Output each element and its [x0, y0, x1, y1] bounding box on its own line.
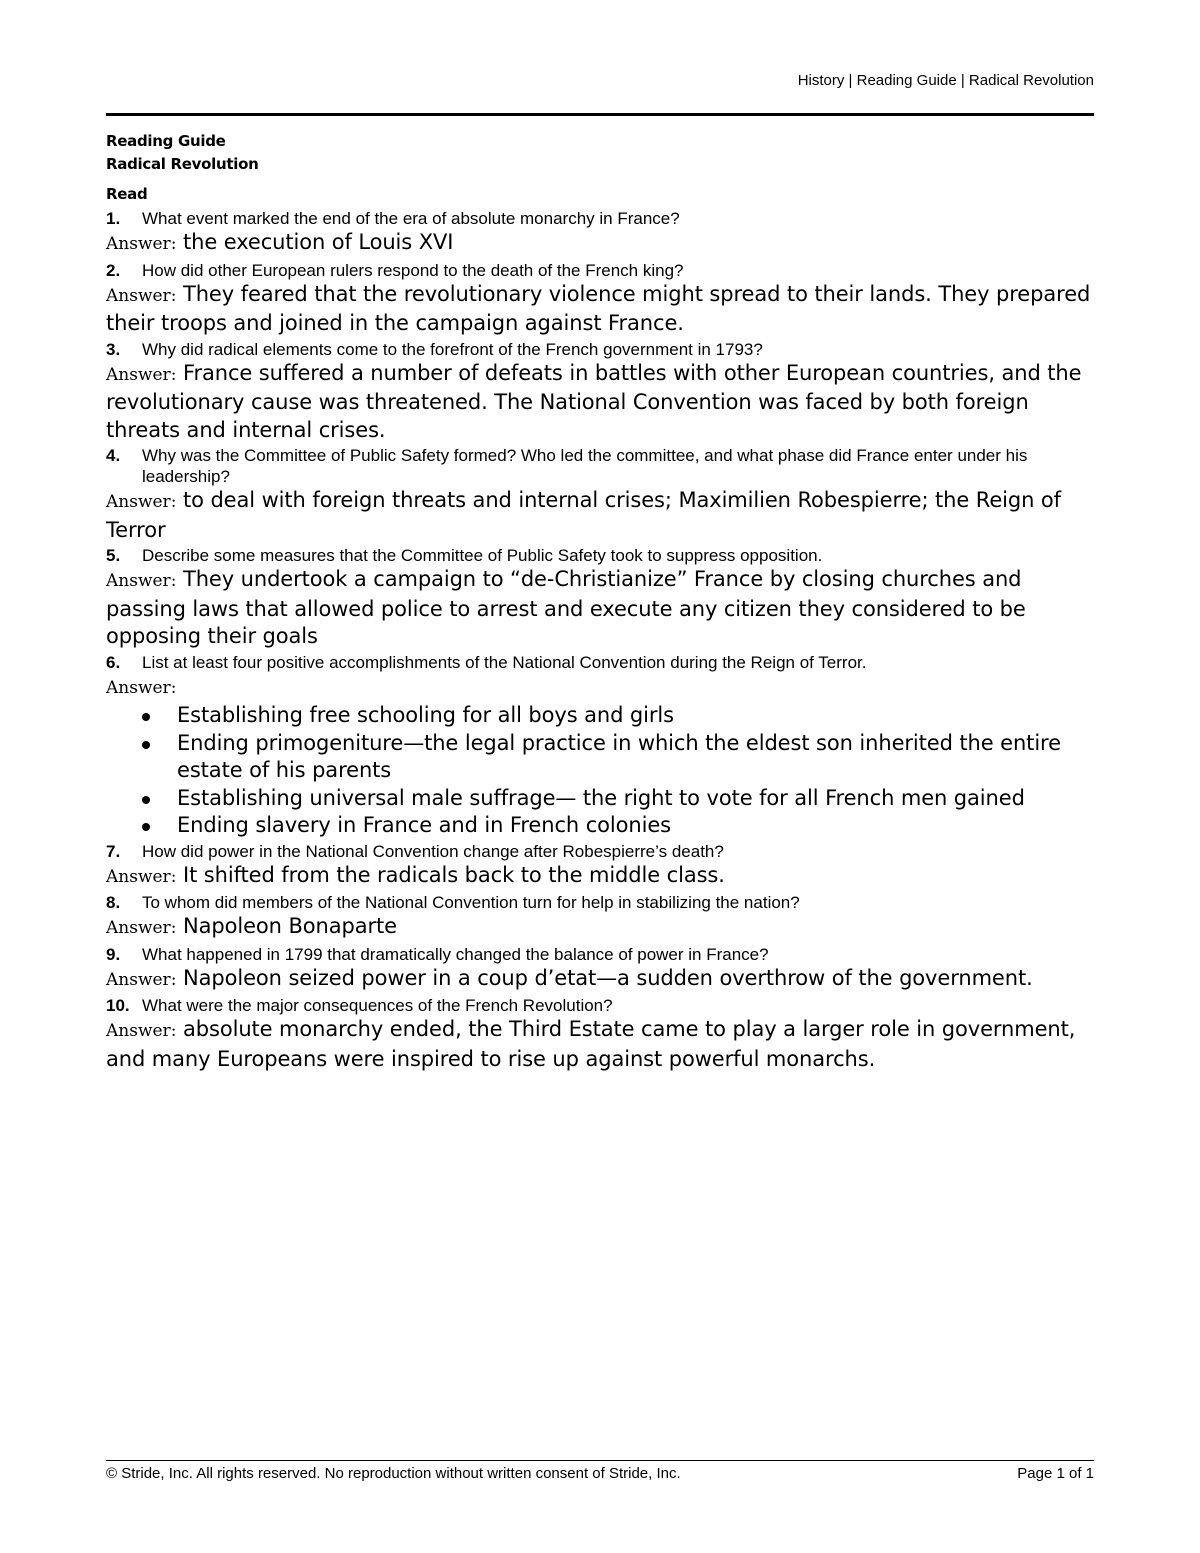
- answer-item: [106, 965, 1096, 995]
- header-rule: [106, 113, 1094, 116]
- question-item: [106, 545, 1096, 566]
- footer-copyright: © Stride, Inc. All rights reserved. No reproduction without written consent of Stride, Inc.: [106, 1465, 681, 1482]
- bullet-dot-icon: [142, 713, 150, 721]
- question-number: 1.: [106, 209, 121, 228]
- question-text: Why did radical elements come to the forefront of the French government in 1793?: [142, 339, 763, 359]
- question-number: 10.: [106, 996, 130, 1015]
- question-number: 2.: [106, 260, 121, 280]
- answer-item: [106, 229, 1096, 259]
- question-text: What were the major consequences of the French Revolution?: [142, 996, 613, 1015]
- answer-text: They undertook a campaign to “de-Christianize” France by closing churches and passing laws that allowed police to arrest and execute any citizen they considered to be opposing their goals: [106, 567, 1026, 648]
- question-number: 5.: [106, 546, 121, 565]
- answer-item: [106, 487, 1096, 544]
- question-text: How did other European rulers respond to the death of the French king?: [142, 260, 684, 280]
- question-item: [106, 260, 1096, 281]
- bullet-text: Ending slavery in France and in French colonies: [177, 813, 671, 837]
- answer-bullet-item: [106, 785, 1096, 813]
- running-header: History | Reading Guide | Radical Revolution: [797, 72, 1094, 89]
- question-number: 3.: [106, 339, 121, 359]
- question-item: [106, 944, 1096, 965]
- answer-item: [106, 862, 1096, 892]
- question-text: To whom did members of the National Convention turn for help in stabilizing the nation?: [142, 893, 800, 912]
- bullet-dot-icon: [142, 796, 150, 804]
- answer-label: Answer:: [106, 1021, 177, 1041]
- answer-text: to deal with foreign threats and internal crises; Maximilien Robespierre; the Reign of Terror: [106, 488, 1061, 542]
- question-item: [106, 995, 1096, 1016]
- bullet-text: Ending primogeniture—the legal practice in which the eldest son inherited the entire estate of his parents: [177, 730, 1061, 782]
- question-item: [106, 445, 1096, 487]
- answer-label: Answer:: [106, 571, 177, 591]
- answer-label: Answer:: [106, 364, 177, 385]
- question-text: Describe some measures that the Committee of Public Safety took to suppress opposition.: [142, 546, 823, 565]
- question-text: What event marked the end of the era of absolute monarchy in France?: [142, 209, 680, 228]
- answer-label: Answer:: [106, 677, 177, 698]
- answer-bullet-item: [106, 812, 1096, 840]
- answer-bullet-item: [106, 730, 1096, 785]
- question-number: 9.: [106, 944, 121, 964]
- answer-text: Napoleon seized power in a coup d’etat—a sudden overthrow of the government.: [183, 965, 1033, 990]
- qa-list: [106, 208, 1096, 1073]
- answer-item: [106, 566, 1096, 651]
- doc-title: Reading Guide: [106, 132, 226, 150]
- question-item: [106, 892, 1096, 913]
- question-item: [106, 208, 1096, 229]
- answer-item: [106, 913, 1096, 943]
- question-text: How did power in the National Convention change after Robespierre’s death?: [142, 841, 724, 861]
- section-heading: Read: [106, 185, 148, 203]
- question-text: Why was the Committee of Public Safety formed? Who led the committee, and what phase did France enter under his leadership?: [142, 446, 1028, 486]
- question-number: 4.: [106, 446, 121, 465]
- answer-item: [106, 360, 1096, 445]
- answer-bullet-list: [106, 702, 1096, 840]
- bullet-text: Establishing universal male suffrage— the right to vote for all French men gained: [177, 785, 1025, 810]
- footer-page-number: Page 1 of 1: [1017, 1465, 1094, 1482]
- answer-text: the execution of Louis XVI: [183, 230, 454, 254]
- answer-text: absolute monarchy ended, the Third Estate came to play a larger role in government, and many Europeans were inspired to rise up against powerful monarchs.: [106, 1017, 1076, 1071]
- answer-item: [106, 673, 1096, 703]
- answer-label: Answer:: [106, 969, 177, 990]
- answer-item: [106, 1016, 1096, 1073]
- answer-label: Answer:: [106, 866, 177, 887]
- answer-text: Napoleon Bonaparte: [183, 914, 397, 938]
- question-item: [106, 652, 1096, 673]
- bullet-dot-icon: [142, 823, 150, 831]
- bullet-text: Establishing free schooling for all boys and girls: [177, 703, 675, 727]
- footer-rule: [106, 1460, 1094, 1461]
- answer-text: France suffered a number of defeats in battles with other European countries, and the revolutionary cause was threatened. The National Convention was faced by both foreign threats and internal crises.: [106, 360, 1082, 442]
- question-item: [106, 841, 1096, 862]
- question-text: What happened in 1799 that dramatically changed the balance of power in France?: [142, 944, 769, 964]
- question-item: [106, 339, 1096, 360]
- bullet-dot-icon: [142, 741, 150, 749]
- question-text: List at least four positive accomplishments of the National Convention during the Reign of Terror.: [142, 652, 867, 672]
- doc-subtitle: Radical Revolution: [106, 155, 259, 173]
- answer-text: They feared that the revolutionary violence might spread to their lands. They prepared their troops and joined in the campaign against France.: [106, 281, 1091, 335]
- question-number: 6.: [106, 652, 121, 672]
- answer-label: Answer:: [106, 492, 177, 512]
- answer-text: It shifted from the radicals back to the middle class.: [183, 862, 725, 887]
- answer-label: Answer:: [106, 918, 177, 938]
- document-body: [106, 130, 1096, 1073]
- answer-label: Answer:: [106, 234, 177, 254]
- question-number: 8.: [106, 893, 121, 912]
- answer-item: [106, 281, 1096, 338]
- question-number: 7.: [106, 841, 121, 861]
- answer-label: Answer:: [106, 285, 177, 306]
- answer-bullet-item: [106, 702, 1096, 730]
